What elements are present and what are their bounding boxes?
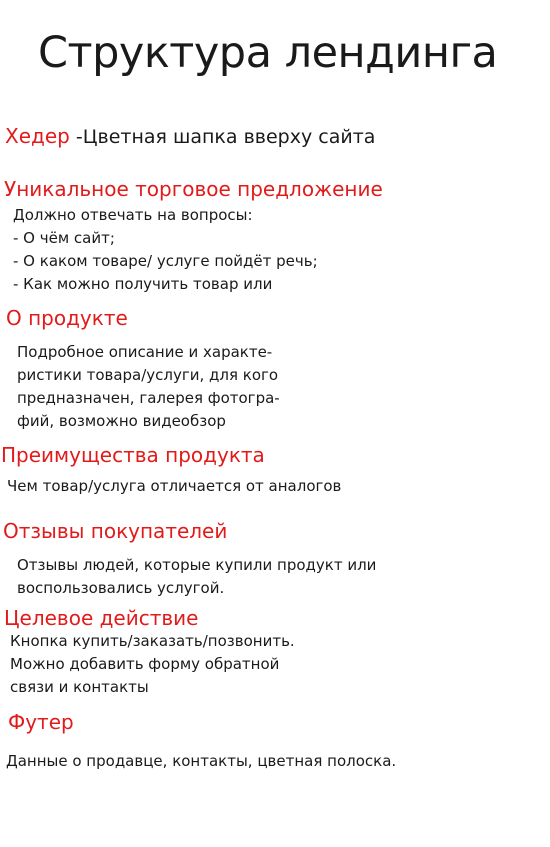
section-heading-cta: Целевое действие <box>4 606 199 630</box>
text-line: Подробное описание и характе- <box>17 343 273 361</box>
text-line: - О каком товаре/ услуге пойдёт речь; <box>13 252 318 270</box>
section-body-cta <box>10 630 295 699</box>
section-heading-usp: Уникальное торговое предложение <box>4 177 383 201</box>
section-body-reviews <box>17 554 376 600</box>
text-line: - Как можно получить товар или <box>13 275 273 293</box>
page-title: Структура лендинга <box>38 28 498 78</box>
text-line: Данные о продавце, контакты, цветная полоска. <box>6 752 397 770</box>
text-line: - О чём сайт; <box>13 229 115 247</box>
section-heading-header: Хедер <box>5 124 70 148</box>
section-body-advantages <box>7 475 341 498</box>
text-line: ристики товара/услуги, для кого <box>17 366 279 384</box>
text-line: Можно добавить форму обратной <box>10 655 280 673</box>
section-body-usp <box>13 204 318 296</box>
section-header <box>5 124 375 148</box>
section-heading-reviews: Отзывы покупателей <box>3 519 228 543</box>
section-text-header: -Цветная шапка вверху сайта <box>69 126 376 148</box>
section-heading-product: О продукте <box>6 306 128 330</box>
text-line: воспользовались услугой. <box>17 579 225 597</box>
section-body-product <box>17 341 280 433</box>
section-body-footer <box>6 750 396 773</box>
text-line: фий, возможно видеобзор <box>17 412 226 430</box>
text-line: предназначен, галерея фотогра- <box>17 389 280 407</box>
text-line: связи и контакты <box>10 678 149 696</box>
text-line: Должно отвечать на вопросы: <box>13 206 253 224</box>
text-line: Кнопка купить/заказать/позвонить. <box>10 632 295 650</box>
text-line: Чем товар/услуга отличается от аналогов <box>7 477 342 495</box>
section-heading-footer: Футер <box>8 710 74 734</box>
text-line: Отзывы людей, которые купили продукт или <box>17 556 377 574</box>
section-heading-advantages: Преимущества продукта <box>1 443 265 467</box>
